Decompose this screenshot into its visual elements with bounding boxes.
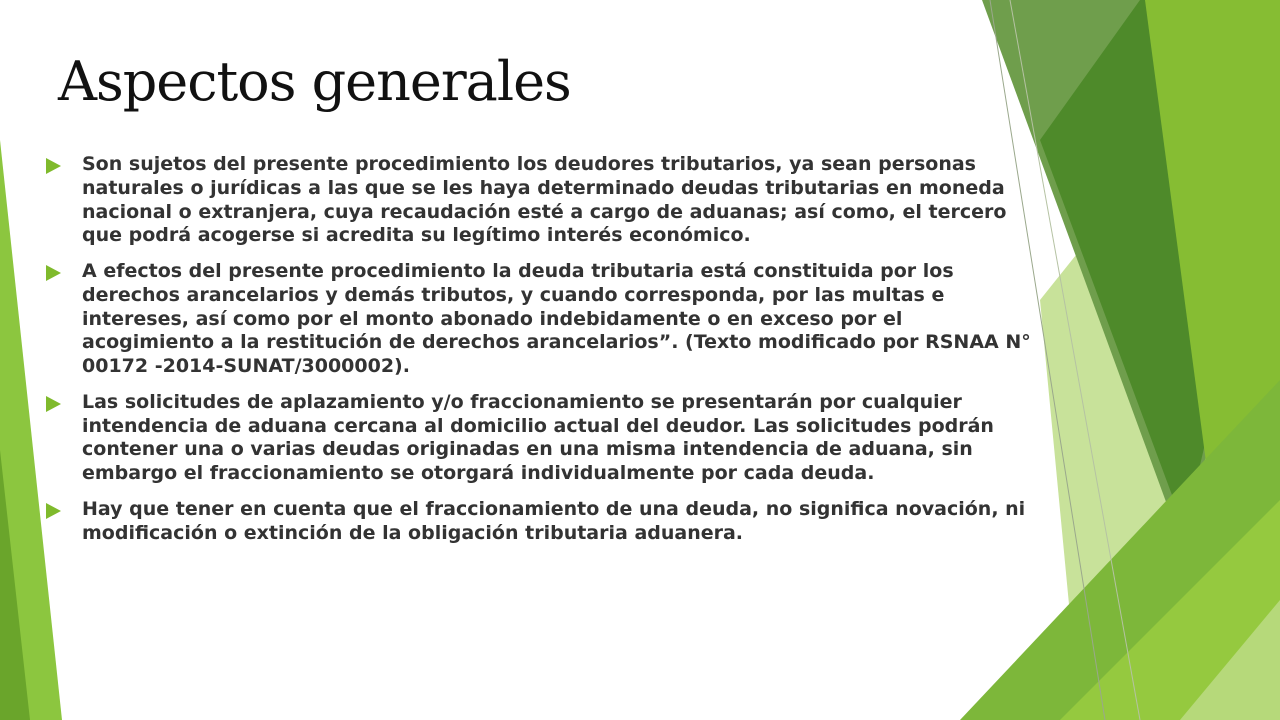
bullet-text: Hay que tener en cuenta que el fraccionamiento de una deuda, no significa novación, ni modificación o extinción de la obligación tributaria aduanera.	[82, 497, 1026, 544]
bullet-list	[46, 153, 1041, 557]
triangle-bullet-icon	[46, 503, 61, 519]
bullet-item	[46, 498, 1041, 546]
triangle-bullet-icon	[46, 396, 61, 412]
triangle-bullet-icon	[46, 158, 61, 174]
bullet-item	[46, 153, 1041, 248]
bullet-text: Las solicitudes de aplazamiento y/o fraccionamiento se presentarán por cualquier intendencia de aduana cercana al domicilio actual del deudor. Las solicitudes podrán contener una o varias deudas originadas en una misma intendencia de aduana, sin embargo el fraccionamiento se otorgará individualmente por cada deuda.	[82, 390, 994, 484]
bullet-item	[46, 260, 1041, 379]
triangle-bullet-icon	[46, 265, 61, 281]
bullet-text: Son sujetos del presente procedimiento los deudores tributarios, ya sean personas naturales o jurídicas a las que se les haya determinado deudas tributarias en moneda nacional o extranjera, cuya recaudación esté a cargo de aduanas; así como, el tercero que podrá acogerse si acredita su legítimo interés económico.	[82, 153, 1007, 247]
bullet-text: A efectos del presente procedimiento la deuda tributaria está constituida por los derechos arancelarios y demás tributos, y cuando corresponda, por las multas e intereses, así como por el monto abonado indebidamente o en exceso por el acogimiento a la restitución de derechos arancelarios”. (Texto modificado por RSNAA N° 00172 -2014-SUNAT/3000002).	[82, 260, 1031, 377]
slide-title: Aspectos generales	[58, 50, 571, 113]
bullet-item	[46, 391, 1041, 486]
